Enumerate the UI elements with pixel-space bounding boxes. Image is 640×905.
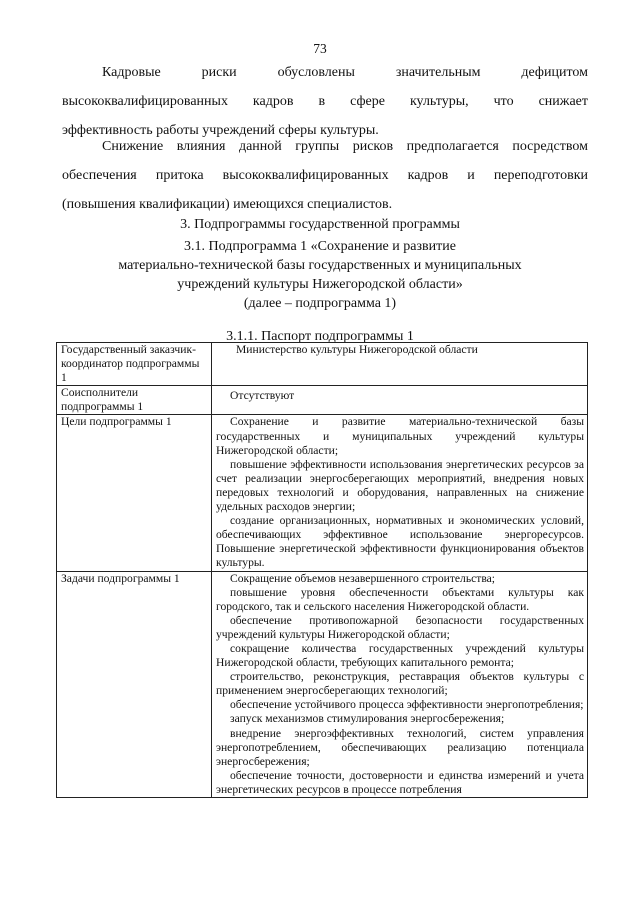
- page-number: 73: [313, 41, 327, 56]
- section-heading-text: 3. Подпрограммы государственной программы: [180, 217, 460, 232]
- subprogram-heading-line: 3.1. Подпрограмма 1 «Сохранение и развитие: [184, 239, 456, 254]
- list-item: повышение уровня обеспеченности объектами культуры как городского, так и сельского населения Нижегородской области.: [216, 585, 584, 613]
- paragraph-line: высококвалифицированных кадров в сфере культуры, что снижает: [62, 94, 588, 109]
- paragraph-line: эффективность работы учреждений сферы культуры.: [62, 123, 379, 138]
- paragraph-line: Кадровые риски обусловлены значительным дефицитом: [102, 65, 588, 80]
- row-label: Задачи подпрограммы 1: [57, 571, 212, 798]
- passport-title-text: 3.1.1. Паспорт подпрограммы 1: [226, 329, 414, 344]
- row-label: Государственный заказчик-координатор подпрограммы 1: [57, 343, 212, 386]
- list-item: сокращение количества государственных учреждений культуры Нижегородской области, требующих капитального ремонта;: [216, 641, 584, 670]
- row-label: Соисполнители подпрограммы 1: [57, 386, 212, 415]
- list-item: обеспечение устойчивого процесса эффективности энергопотребления;: [230, 698, 584, 712]
- row-label: Цели подпрограммы 1: [57, 415, 212, 571]
- list-item: Сохранение и развитие материально-технической базы государственных и муниципальных учреждений культуры Нижегородской области;: [216, 415, 584, 457]
- list-item: Министерство культуры Нижегородской области: [236, 343, 478, 356]
- subprogram-heading-line: материально-технической базы государственных и муниципальных: [118, 258, 522, 273]
- table-row: [57, 386, 588, 415]
- passport-table: [56, 342, 588, 798]
- list-item: повышение эффективности использования энергетических ресурсов за счет реализации энергосберегающих мероприятий, внедрения новых передовых технологий и оборудования, направленных на снижение удельных расходов энергии;: [216, 457, 584, 514]
- list-item: Сокращение объемов незавершенного строительства;: [230, 571, 496, 585]
- row-content: [212, 343, 588, 386]
- row-content: [212, 386, 588, 415]
- subprogram-heading: [0, 237, 640, 313]
- list-item: Отсутствуют: [230, 389, 295, 403]
- section-heading: [0, 215, 640, 234]
- paragraph-line: Снижение влияния данной группы рисков предполагается посредством: [102, 139, 588, 154]
- paragraph-line: обеспечения притока высококвалифицированных кадров и переподготовки: [62, 168, 588, 183]
- list-item: запуск механизмов стимулирования энергосбережения;: [230, 712, 505, 726]
- intro-paragraph-2: [62, 132, 588, 219]
- table-row: [57, 343, 588, 386]
- subprogram-heading-line: учреждений культуры Нижегородской области»: [177, 277, 463, 292]
- list-item: внедрение энергоэффективных технологий, систем управления энергопотреблением, обеспечивающих реализацию потенциала энергосбережения;: [216, 726, 584, 768]
- subprogram-heading-line: (далее – подпрограмма 1): [243, 296, 397, 311]
- list-item: обеспечение противопожарной безопасности государственных учреждений культуры Нижегородской области;: [216, 613, 584, 641]
- list-item: создание организационных, нормативных и экономических условий, обеспечивающих эффективное использование энергоресурсов. Повышение энергетической эффективности функционирования объектов культуры.: [216, 514, 584, 570]
- row-content: [212, 571, 588, 798]
- list-item: строительство, реконструкция, реставрация объектов культуры с применением энергосберегающих технологий;: [216, 670, 584, 698]
- row-content: [212, 415, 588, 571]
- table-row: [57, 571, 588, 798]
- list-item: обеспечение точности, достоверности и единства измерений и учета энергетических ресурсов в процессе потребления: [216, 768, 584, 796]
- paragraph-line: (повышения квалификации) имеющихся специалистов.: [62, 197, 393, 212]
- table-row: [57, 415, 588, 571]
